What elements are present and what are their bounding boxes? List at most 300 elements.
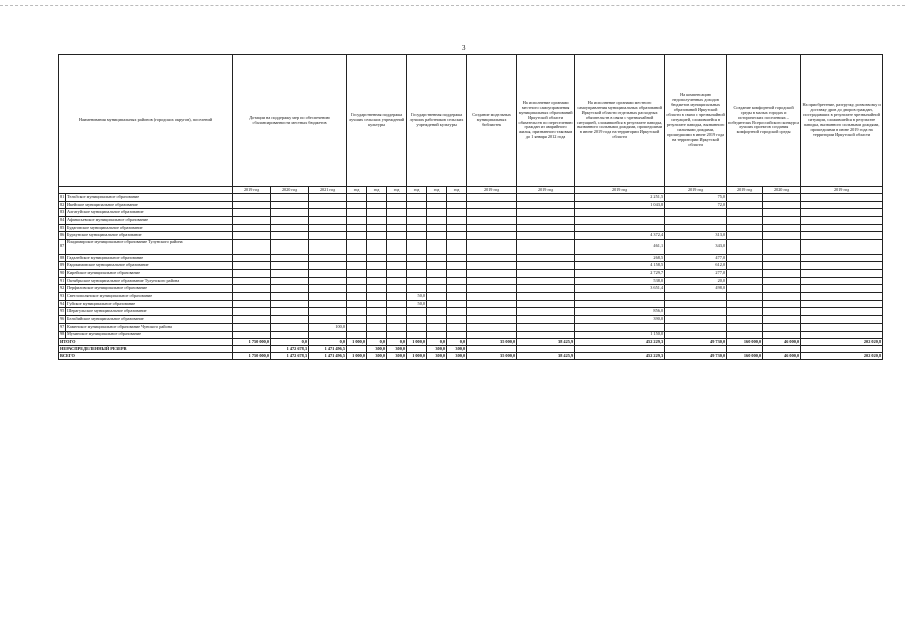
- cell-state-support-inst-2: [367, 224, 387, 232]
- cell-comfortable-env-2: 46 000,0: [763, 353, 801, 360]
- column-header-state-support-workers: Государственная поддержка лучших работников сельских учреждений культуры: [407, 55, 467, 187]
- cell-state-support-workers-3: [447, 217, 467, 225]
- cell-emergency-expenses: 1 150,0: [575, 331, 665, 339]
- cell-subsidy-1: 1 750 000,0: [233, 353, 271, 360]
- cell-state-support-inst-3: [387, 293, 407, 301]
- cell-state-support-inst-1: [347, 270, 367, 278]
- row-number: 95: [59, 308, 66, 316]
- cell-state-support-workers-2: [427, 300, 447, 308]
- cell-state-support-workers-1: 1 000,0: [407, 339, 427, 346]
- cell-income-compensation: [665, 346, 727, 353]
- row-number: 85: [59, 224, 66, 232]
- cell-emergency-expenses: 538,0: [575, 277, 665, 285]
- cell-comfortable-env-2: 46 000,0: [763, 339, 801, 346]
- cell-emergency-housing: [517, 201, 575, 209]
- cell-emergency-housing: [517, 316, 575, 324]
- cell-subsidy-2: [271, 293, 309, 301]
- cell-income-compensation: 75,0: [665, 194, 727, 202]
- cell-state-support-inst-3: 0,0: [387, 339, 407, 346]
- cell-state-support-inst-3: [387, 232, 407, 240]
- year-cell: 2019 год: [665, 187, 727, 194]
- cell-subsidy-3: [309, 331, 347, 339]
- municipality-name: Мухинское муниципальное образование: [66, 331, 233, 339]
- cell-comfortable-env-2: [763, 194, 801, 202]
- cell-subsidy-2: 0,0: [271, 339, 309, 346]
- municipality-name: Октябрьское муниципальное образование Тулунского района: [66, 277, 233, 285]
- cell-state-support-inst-2: [367, 262, 387, 270]
- cell-subsidy-2: [271, 323, 309, 331]
- cell-state-support-workers-2: [427, 262, 447, 270]
- cell-state-support-inst-2: [367, 209, 387, 217]
- cell-comfortable-env-1: [727, 316, 763, 324]
- year-cell: 2019 год: [727, 187, 763, 194]
- cell-income-compensation: 49 730,0: [665, 339, 727, 346]
- scan-edge-line: [0, 5, 905, 6]
- cell-subsidy-1: [233, 217, 271, 225]
- cell-state-support-inst-1: [347, 224, 367, 232]
- cell-emergency-expenses: [575, 209, 665, 217]
- municipality-name: Икейское муниципальное образование: [66, 201, 233, 209]
- cell-state-support-workers-2: [427, 285, 447, 293]
- cell-comfortable-env-2: [763, 209, 801, 217]
- cell-subsidy-3: [309, 201, 347, 209]
- cell-state-support-inst-2: [367, 277, 387, 285]
- cell-state-support-workers-1: [407, 285, 427, 293]
- cell-state-support-workers-1: 50,0: [407, 300, 427, 308]
- cell-comfortable-env-1: [727, 201, 763, 209]
- cell-state-support-inst-2: [367, 331, 387, 339]
- cell-emergency-housing: 38 425,9: [517, 339, 575, 346]
- cell-subsidy-1: [233, 270, 271, 278]
- municipality-name: Гадалейское муниципальное образование: [66, 254, 233, 262]
- cell-subsidy-1: [233, 316, 271, 324]
- cell-emergency-expenses: 1 043,8: [575, 201, 665, 209]
- cell-libraries: 35 000,0: [467, 339, 517, 346]
- municipality-name: Афанасьевское муниципальное образование: [66, 217, 233, 225]
- cell-state-support-inst-2: [367, 308, 387, 316]
- municipality-name: Светлополянское муниципальное образование: [66, 293, 233, 301]
- cell-emergency-housing: [517, 300, 575, 308]
- cell-state-support-workers-2: 300,0: [427, 346, 447, 353]
- year-cell: 2020 год: [763, 187, 801, 194]
- table-row: [59, 277, 883, 285]
- cell-state-support-inst-3: [387, 331, 407, 339]
- cell-subsidy-1: [233, 254, 271, 262]
- cell-income-compensation: [665, 224, 727, 232]
- cell-state-support-workers-3: 0,0: [447, 339, 467, 346]
- cell-state-support-workers-3: [447, 323, 467, 331]
- cell-state-support-inst-3: 300,0: [387, 346, 407, 353]
- cell-state-support-inst-3: [387, 323, 407, 331]
- cell-subsidy-3: 1 471 496,5: [309, 346, 347, 353]
- cell-comfortable-env-2: [763, 240, 801, 255]
- cell-libraries: [467, 277, 517, 285]
- municipality-name: Будаговское муниципальное образование: [66, 224, 233, 232]
- cell-emergency-expenses: 2 729,7: [575, 270, 665, 278]
- cell-income-compensation: 72,0: [665, 201, 727, 209]
- cell-comfortable-env-2: [763, 316, 801, 324]
- row-number: 81: [59, 194, 66, 202]
- cell-libraries: [467, 217, 517, 225]
- table-row: [59, 201, 883, 209]
- cell-state-support-inst-1: 1 000,0: [347, 353, 367, 360]
- cell-income-compensation: [665, 316, 727, 324]
- cell-state-support-inst-3: [387, 316, 407, 324]
- cell-libraries: [467, 194, 517, 202]
- table-header: [59, 55, 883, 194]
- cell-income-compensation: 343,0: [665, 240, 727, 255]
- total-row: [59, 346, 883, 353]
- cell-subsidy-2: [271, 277, 309, 285]
- cell-emergency-housing: [517, 254, 575, 262]
- table-row: [59, 300, 883, 308]
- cell-fuel-purchase: [801, 262, 883, 270]
- cell-emergency-expenses: [575, 217, 665, 225]
- cell-state-support-inst-2: 0,0: [367, 339, 387, 346]
- cell-state-support-inst-2: 300,0: [367, 346, 387, 353]
- row-number: 96: [59, 316, 66, 324]
- cell-state-support-workers-2: [427, 323, 447, 331]
- cell-subsidy-2: [271, 316, 309, 324]
- cell-fuel-purchase: [801, 308, 883, 316]
- cell-emergency-expenses: [575, 300, 665, 308]
- total-label: ИТОГО: [59, 339, 233, 346]
- cell-fuel-purchase: 202 020,8: [801, 353, 883, 360]
- municipality-name: Алгатуйское муниципальное образование: [66, 209, 233, 217]
- cell-subsidy-2: [271, 300, 309, 308]
- cell-state-support-inst-1: [347, 316, 367, 324]
- cell-state-support-inst-3: [387, 224, 407, 232]
- cell-fuel-purchase: [801, 285, 883, 293]
- cell-fuel-purchase: [801, 201, 883, 209]
- cell-state-support-inst-3: [387, 254, 407, 262]
- cell-income-compensation: [665, 323, 727, 331]
- cell-state-support-inst-2: [367, 293, 387, 301]
- cell-emergency-housing: [517, 217, 575, 225]
- cell-subsidy-2: [271, 308, 309, 316]
- table-row: [59, 285, 883, 293]
- cell-emergency-expenses: [575, 293, 665, 301]
- cell-state-support-workers-2: [427, 254, 447, 262]
- cell-libraries: [467, 209, 517, 217]
- cell-emergency-housing: [517, 323, 575, 331]
- cell-emergency-housing: [517, 224, 575, 232]
- cell-state-support-workers-3: [447, 300, 467, 308]
- cell-fuel-purchase: [801, 293, 883, 301]
- cell-state-support-workers-3: [447, 316, 467, 324]
- cell-state-support-workers-1: [407, 232, 427, 240]
- cell-comfortable-env-2: [763, 331, 801, 339]
- row-number: 91: [59, 277, 66, 285]
- cell-state-support-inst-3: [387, 194, 407, 202]
- cell-libraries: 35 000,0: [467, 353, 517, 360]
- cell-state-support-workers-3: [447, 194, 467, 202]
- cell-libraries: [467, 232, 517, 240]
- cell-subsidy-3: [309, 217, 347, 225]
- cell-state-support-workers-2: [427, 201, 447, 209]
- cell-subsidy-1: [233, 331, 271, 339]
- cell-state-support-workers-3: [447, 262, 467, 270]
- cell-subsidy-3: [309, 224, 347, 232]
- cell-fuel-purchase: [801, 194, 883, 202]
- year-cell: год: [427, 187, 447, 194]
- cell-fuel-purchase: [801, 224, 883, 232]
- cell-state-support-inst-1: [347, 308, 367, 316]
- cell-state-support-inst-1: 1 000,0: [347, 339, 367, 346]
- cell-state-support-workers-3: [447, 308, 467, 316]
- cell-income-compensation: [665, 300, 727, 308]
- cell-state-support-workers-2: [427, 331, 447, 339]
- cell-libraries: [467, 293, 517, 301]
- cell-emergency-housing: [517, 331, 575, 339]
- cell-emergency-expenses: 2 251,5: [575, 194, 665, 202]
- table-row: [59, 209, 883, 217]
- cell-libraries: [467, 316, 517, 324]
- cell-state-support-workers-1: [407, 262, 427, 270]
- cell-fuel-purchase: [801, 316, 883, 324]
- cell-comfortable-env-2: [763, 300, 801, 308]
- municipality-name: Бурхунское муниципальное образование: [66, 232, 233, 240]
- cell-state-support-inst-3: [387, 277, 407, 285]
- cell-libraries: [467, 300, 517, 308]
- cell-income-compensation: 612,0: [665, 262, 727, 270]
- cell-subsidy-3: [309, 194, 347, 202]
- cell-state-support-inst-1: [347, 254, 367, 262]
- cell-state-support-workers-1: [407, 224, 427, 232]
- cell-state-support-inst-3: [387, 285, 407, 293]
- cell-income-compensation: 277,0: [665, 270, 727, 278]
- cell-comfortable-env-1: [727, 209, 763, 217]
- cell-state-support-workers-2: 0,0: [427, 339, 447, 346]
- column-header-income-compensation: На компенсацию недополученных доходов бюджетов муниципальных образований Иркутской области в связи с чрезвычайной ситуацией, сложившейся в результате паводка, вызванного сильными дождями, прошедшими в июне 2019 года на территории Иркутской области: [665, 55, 727, 187]
- cell-state-support-inst-2: [367, 323, 387, 331]
- cell-fuel-purchase: [801, 217, 883, 225]
- table-row: [59, 270, 883, 278]
- cell-subsidy-2: [271, 224, 309, 232]
- cell-libraries: [467, 254, 517, 262]
- cell-state-support-workers-1: [407, 277, 427, 285]
- cell-state-support-workers-3: 300,0: [447, 346, 467, 353]
- municipality-name: Шерагульское муниципальное образование: [66, 308, 233, 316]
- cell-comfortable-env-2: [763, 224, 801, 232]
- table-row: [59, 254, 883, 262]
- cell-state-support-inst-3: [387, 217, 407, 225]
- cell-comfortable-env-1: [727, 331, 763, 339]
- cell-subsidy-2: [271, 240, 309, 255]
- cell-income-compensation: 498,0: [665, 285, 727, 293]
- municipality-name: Евдокимовское муниципальное образование: [66, 262, 233, 270]
- year-cell: год: [447, 187, 467, 194]
- cell-state-support-workers-1: [407, 331, 427, 339]
- cell-state-support-workers-3: [447, 331, 467, 339]
- cell-emergency-expenses: 856,0: [575, 308, 665, 316]
- cell-state-support-workers-1: [407, 270, 427, 278]
- cell-emergency-expenses: 452 229,3: [575, 339, 665, 346]
- cell-emergency-expenses: 452 229,3: [575, 353, 665, 360]
- cell-emergency-expenses: [575, 323, 665, 331]
- total-row: [59, 339, 883, 346]
- cell-subsidy-3: [309, 209, 347, 217]
- cell-subsidy-1: [233, 209, 271, 217]
- cell-comfortable-env-1: 160 000,0: [727, 339, 763, 346]
- cell-subsidy-2: 1 472 678,3: [271, 353, 309, 360]
- cell-state-support-workers-2: [427, 277, 447, 285]
- year-cell: 2019 год: [233, 187, 271, 194]
- cell-state-support-workers-2: [427, 240, 447, 255]
- cell-libraries: [467, 270, 517, 278]
- cell-subsidy-2: [271, 209, 309, 217]
- cell-state-support-workers-3: [447, 232, 467, 240]
- cell-emergency-expenses: 4 372,4: [575, 232, 665, 240]
- cell-subsidy-1: 1 750 000,0: [233, 339, 271, 346]
- cell-subsidy-1: [233, 346, 271, 353]
- cell-comfortable-env-2: [763, 254, 801, 262]
- cell-state-support-workers-2: [427, 308, 447, 316]
- table-row: [59, 308, 883, 316]
- cell-subsidy-1: [233, 323, 271, 331]
- cell-subsidy-1: [233, 224, 271, 232]
- cell-income-compensation: [665, 331, 727, 339]
- row-number: 83: [59, 209, 66, 217]
- cell-comfortable-env-2: [763, 217, 801, 225]
- page-number: 3: [462, 44, 466, 52]
- cell-subsidy-1: [233, 194, 271, 202]
- cell-state-support-inst-1: [347, 346, 367, 353]
- cell-subsidy-1: [233, 201, 271, 209]
- cell-comfortable-env-2: [763, 232, 801, 240]
- cell-state-support-inst-1: [347, 217, 367, 225]
- cell-state-support-workers-2: [427, 232, 447, 240]
- cell-subsidy-1: [233, 240, 271, 255]
- year-cell: 2020 год: [271, 187, 309, 194]
- cell-state-support-workers-2: [427, 224, 447, 232]
- cell-state-support-workers-2: [427, 217, 447, 225]
- cell-libraries: [467, 331, 517, 339]
- cell-subsidy-3: [309, 293, 347, 301]
- cell-state-support-workers-1: 50,0: [407, 293, 427, 301]
- cell-state-support-workers-2: [427, 194, 447, 202]
- cell-income-compensation: 49 730,0: [665, 353, 727, 360]
- cell-state-support-inst-2: [367, 270, 387, 278]
- cell-comfortable-env-1: [727, 308, 763, 316]
- header-row-titles: [59, 55, 883, 187]
- cell-emergency-housing: [517, 346, 575, 353]
- cell-state-support-inst-1: [347, 277, 367, 285]
- cell-income-compensation: [665, 293, 727, 301]
- table-row: [59, 323, 883, 331]
- year-cell: год: [407, 187, 427, 194]
- cell-state-support-inst-1: [347, 240, 367, 255]
- cell-subsidy-1: [233, 232, 271, 240]
- cell-comfortable-env-1: [727, 240, 763, 255]
- cell-state-support-inst-2: [367, 240, 387, 255]
- row-number: 93: [59, 293, 66, 301]
- cell-subsidy-2: [271, 285, 309, 293]
- cell-state-support-workers-3: 300,0: [447, 353, 467, 360]
- distribution-table-container: [58, 54, 882, 360]
- table-body: [59, 194, 883, 360]
- cell-comfortable-env-1: [727, 254, 763, 262]
- cell-state-support-inst-2: [367, 285, 387, 293]
- cell-state-support-inst-2: [367, 254, 387, 262]
- cell-income-compensation: [665, 217, 727, 225]
- municipality-name: Перфиловское муниципальное образование: [66, 285, 233, 293]
- cell-state-support-inst-3: [387, 270, 407, 278]
- cell-emergency-housing: [517, 270, 575, 278]
- cell-state-support-inst-3: [387, 209, 407, 217]
- cell-emergency-housing: [517, 232, 575, 240]
- total-label: ВСЕГО: [59, 353, 233, 360]
- cell-subsidy-3: [309, 308, 347, 316]
- cell-subsidy-2: [271, 232, 309, 240]
- cell-state-support-inst-2: [367, 300, 387, 308]
- cell-subsidy-3: [309, 232, 347, 240]
- cell-emergency-housing: [517, 209, 575, 217]
- header-row-years: [59, 187, 883, 194]
- cell-state-support-inst-3: [387, 308, 407, 316]
- column-header-emergency-expenses: На исполнение органами местного самоуправления муниципальных образований Иркутской области отдельных расходных обязательств в связи с чрезвычайной ситуацией, сложившейся в результате паводка, вызванного сильными дождями, прошедшими в июне 2019 года на территории Иркутской области: [575, 55, 665, 187]
- cell-fuel-purchase: [801, 209, 883, 217]
- cell-state-support-inst-1: [347, 232, 367, 240]
- cell-comfortable-env-1: [727, 224, 763, 232]
- cell-libraries: [467, 308, 517, 316]
- cell-comfortable-env-2: [763, 285, 801, 293]
- cell-emergency-expenses: 390,0: [575, 316, 665, 324]
- cell-comfortable-env-2: [763, 308, 801, 316]
- total-label: НЕРАСПРЕДЕЛЕННЫЙ РЕЗЕРВ: [59, 346, 233, 353]
- cell-income-compensation: 477,0: [665, 254, 727, 262]
- cell-subsidy-2: [271, 201, 309, 209]
- cell-income-compensation: [665, 209, 727, 217]
- cell-state-support-workers-3: [447, 254, 467, 262]
- cell-comfortable-env-2: [763, 323, 801, 331]
- cell-subsidy-3: [309, 277, 347, 285]
- cell-fuel-purchase: [801, 240, 883, 255]
- cell-comfortable-env-1: [727, 277, 763, 285]
- cell-subsidy-2: [271, 331, 309, 339]
- row-number: 98: [59, 331, 66, 339]
- total-row: [59, 353, 883, 360]
- cell-fuel-purchase: [801, 323, 883, 331]
- table-row: [59, 331, 883, 339]
- cell-emergency-housing: [517, 194, 575, 202]
- cell-fuel-purchase: [801, 346, 883, 353]
- cell-libraries: [467, 240, 517, 255]
- table-row: [59, 316, 883, 324]
- cell-subsidy-1: [233, 308, 271, 316]
- cell-fuel-purchase: [801, 300, 883, 308]
- year-cell: 2019 год: [801, 187, 883, 194]
- cell-comfortable-env-1: [727, 293, 763, 301]
- cell-subsidy-2: [271, 217, 309, 225]
- year-cell: 2019 год: [517, 187, 575, 194]
- cell-subsidy-3: [309, 285, 347, 293]
- column-header-name: Наименования муниципальных районов (городских округов), поселений: [59, 55, 233, 187]
- table-row: [59, 224, 883, 232]
- cell-state-support-workers-3: [447, 285, 467, 293]
- row-number: 94: [59, 300, 66, 308]
- cell-comfortable-env-1: [727, 232, 763, 240]
- cell-subsidy-3: [309, 262, 347, 270]
- cell-comfortable-env-1: [727, 270, 763, 278]
- table-row: [59, 194, 883, 202]
- cell-state-support-workers-1: [407, 308, 427, 316]
- cell-state-support-inst-1: [347, 285, 367, 293]
- cell-income-compensation: [665, 308, 727, 316]
- year-cell: 2019 год: [467, 187, 517, 194]
- column-header-emergency-housing: На исполнение органами местного самоуправления муниципальных образований Иркутской области обязательств по переселению граждан из аварийного жилья, признанного таковым до 1 января 2012 года: [517, 55, 575, 187]
- cell-state-support-workers-1: [407, 240, 427, 255]
